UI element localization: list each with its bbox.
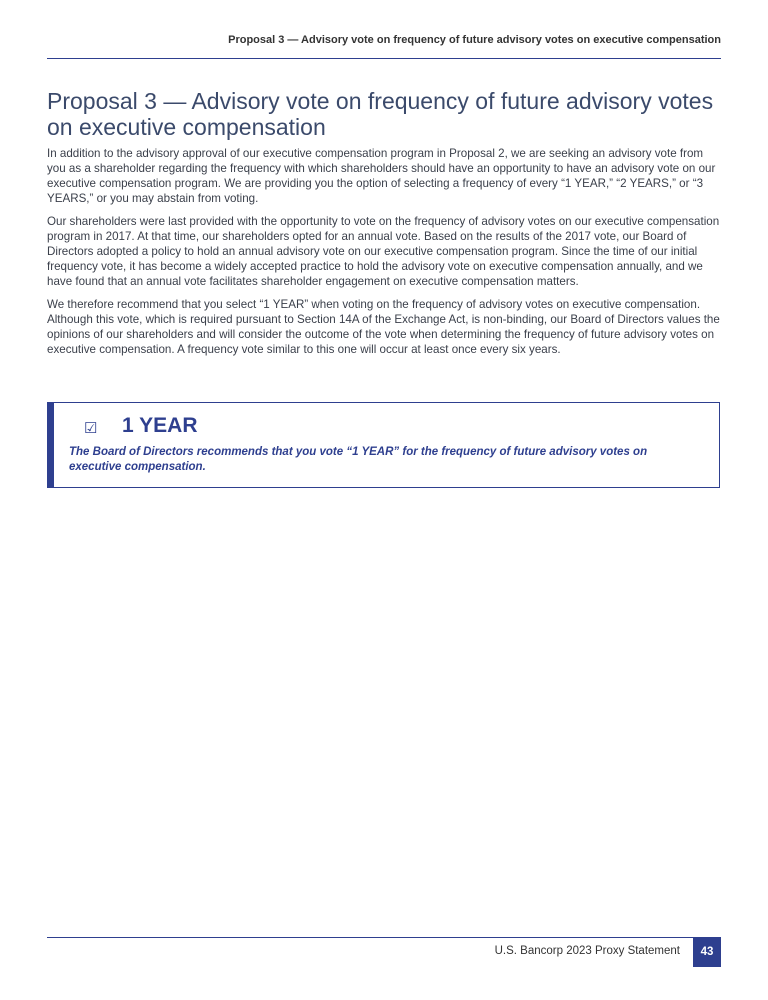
footer-document-title: U.S. Bancorp 2023 Proxy Statement xyxy=(494,945,680,957)
paragraph: We therefore recommend that you select “1 YEAR” when voting on the frequency of advisory votes on executive compensation. Although this vote, which is required pursuant to Section 14A of the Exchange Act, is non-binding, our Board of Directors values the opinions of our shareholders and will consider the outcome of the vote when determining the frequency of future advisory votes on executive compensation. A frequency vote similar to this one will occur at least once every six years. xyxy=(47,298,720,356)
running-header: Proposal 3 — Advisory vote on frequency of future advisory votes on executive compensation xyxy=(47,34,721,59)
paragraph: In addition to the advisory approval of our executive compensation program in Proposal 2, we are seeking an advisory vote from you as a shareholder regarding the frequency with which shareholders should have an opportunity to have an advisory vote on our executive compensation program. We are providing you the option of selecting a frequency of every “1 YEAR,” “2 YEARS,” or “3 YEARS,” or you may abstain from voting. xyxy=(47,147,716,205)
page-title: Proposal 3 — Advisory vote on frequency of future advisory votes on executive compensation xyxy=(47,88,714,140)
recommendation-text: The Board of Directors recommends that you vote “1 YEAR” for the frequency of future advisory votes on executive compensation. xyxy=(69,446,648,473)
page-number: 43 xyxy=(693,938,721,967)
footer-divider xyxy=(47,937,721,938)
paragraph: Our shareholders were last provided with the opportunity to vote on the frequency of advisory votes on our executive compensation program in 2017. At that time, our shareholders opted for an annual vote. Based on the results of the 2017 vote, our Board of Directors adopted a policy to hold an annual advisory vote on our executive compensation program. Since the time of our initial frequency vote, it has become a widely accepted practice to hold the advisory vote on executive compensation annually, and we have found that an annual vote facilitates shareholder engagement on executive compensation matters. xyxy=(47,215,720,288)
checkbox-icon: ☑ xyxy=(84,420,98,437)
recommendation-box xyxy=(47,402,720,488)
body-text xyxy=(47,146,723,365)
recommended-choice: 1 YEAR xyxy=(122,414,198,437)
